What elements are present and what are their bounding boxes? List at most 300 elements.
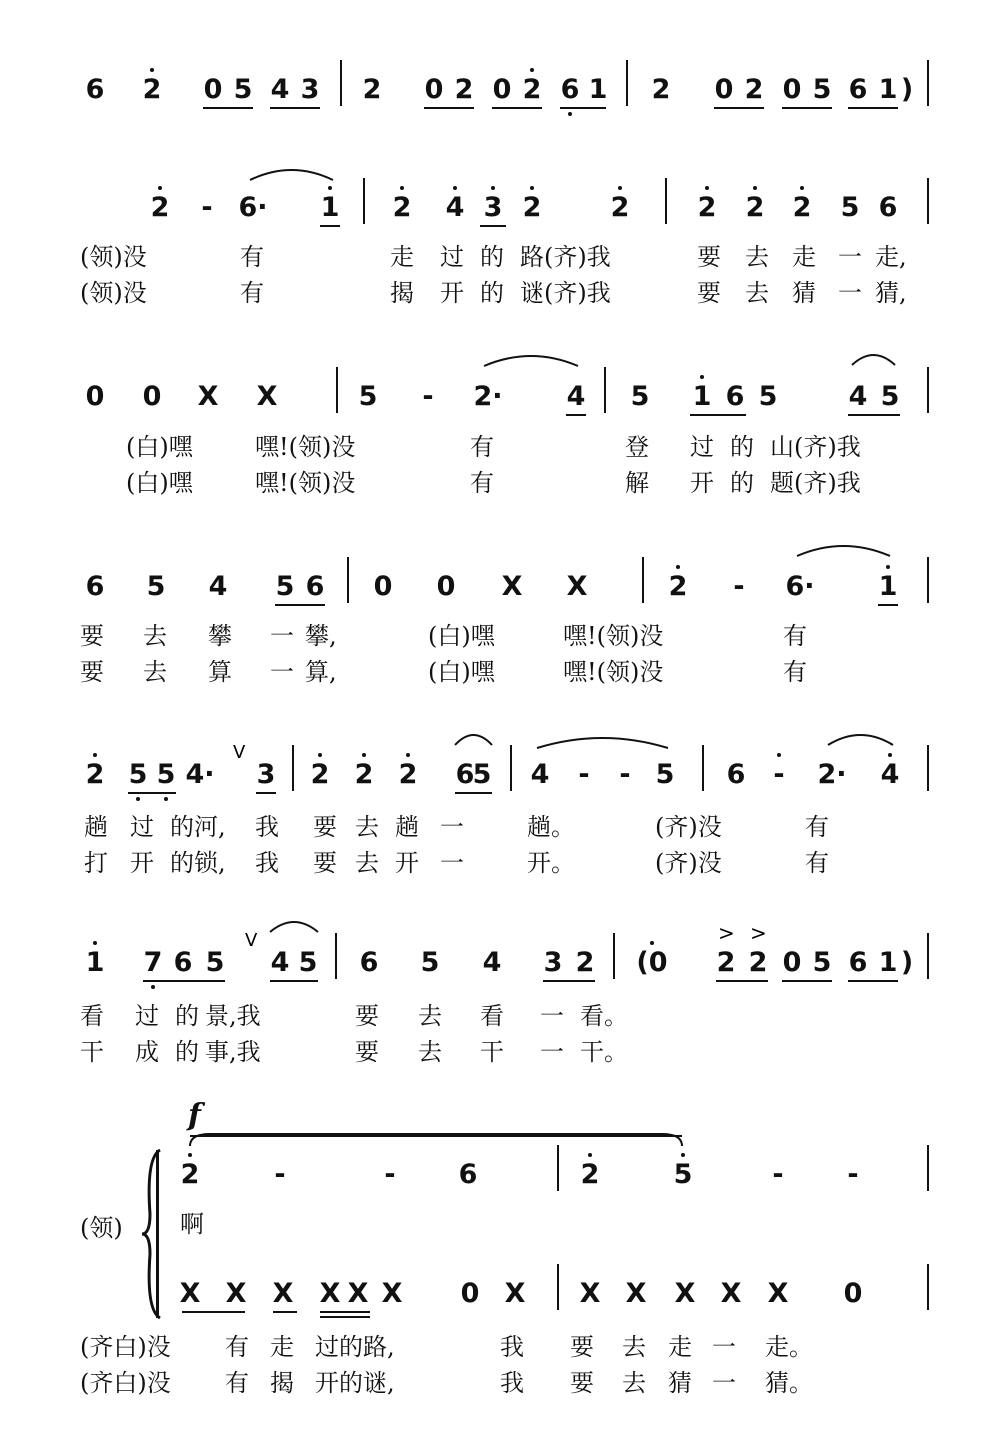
note: 2 bbox=[522, 74, 542, 105]
lyric-word: 有 bbox=[240, 279, 264, 307]
rhythm-note: 0 bbox=[843, 1278, 863, 1309]
lyric-word: 去 bbox=[622, 1369, 646, 1397]
note: (0 bbox=[636, 947, 668, 978]
barline bbox=[292, 745, 294, 791]
barline bbox=[336, 367, 338, 413]
octave-dot-above bbox=[705, 186, 709, 190]
note: 4 bbox=[880, 759, 900, 790]
octave-dot-above bbox=[158, 186, 162, 190]
note: 2 bbox=[150, 192, 170, 223]
lyric-word: 算 bbox=[208, 658, 232, 686]
note: - bbox=[773, 759, 785, 790]
note: 2 bbox=[454, 74, 474, 105]
lyric-word: 去 bbox=[355, 849, 379, 877]
lyric-word: 嘿!(领)没 bbox=[563, 622, 664, 650]
note: 2 bbox=[668, 571, 688, 602]
lyric-word: 要 bbox=[355, 1002, 379, 1030]
rhythm-note: X bbox=[319, 1278, 341, 1309]
beam-underline bbox=[716, 980, 768, 982]
octave-dot-above bbox=[888, 753, 892, 757]
barline bbox=[927, 745, 929, 791]
rhythm-note: X bbox=[347, 1278, 369, 1309]
lyric-word: 打 bbox=[84, 849, 108, 877]
lyric-word: 去 bbox=[745, 243, 769, 271]
beam-underline bbox=[455, 792, 492, 794]
lyric-word: 的 bbox=[480, 279, 504, 307]
lyric-word: (白)嘿 bbox=[126, 433, 193, 461]
note: 3 bbox=[300, 74, 320, 105]
lyric-word: 要 bbox=[697, 243, 721, 271]
rhythm-note: X bbox=[625, 1278, 647, 1309]
lyric-word: 一 bbox=[712, 1369, 736, 1397]
note: 2 bbox=[610, 192, 630, 223]
beam-underline bbox=[424, 107, 474, 109]
lyric-word: 开 bbox=[690, 469, 714, 497]
lyric-word: 走。 bbox=[765, 1333, 813, 1361]
note: - bbox=[733, 571, 745, 602]
lyric-word: (齐白)没 bbox=[80, 1369, 171, 1397]
barline bbox=[927, 933, 929, 979]
note: 2 bbox=[748, 947, 768, 978]
lyric-word: 事,我 bbox=[205, 1038, 261, 1066]
lyric-word: 山(齐)我 bbox=[770, 433, 861, 461]
lyric-word: 过 bbox=[690, 433, 714, 461]
note: 0 bbox=[436, 571, 456, 602]
lyric-word: (齐白)没 bbox=[80, 1333, 171, 1361]
dynamic-marking: f bbox=[188, 1098, 201, 1133]
note: - bbox=[578, 759, 590, 790]
note: 2 bbox=[580, 1159, 600, 1190]
rhythm-note: X bbox=[720, 1278, 742, 1309]
octave-dot-above bbox=[681, 1153, 685, 1157]
note: 5 bbox=[128, 759, 148, 790]
lyric-word: 景,我 bbox=[205, 1002, 261, 1030]
lyric-word: (齐)没 bbox=[655, 849, 722, 877]
beam-underline bbox=[492, 107, 542, 109]
note: 2 bbox=[716, 947, 736, 978]
beam-underline bbox=[782, 107, 832, 109]
beam-underline bbox=[203, 107, 253, 109]
barline bbox=[557, 1264, 559, 1310]
accent-mark: > bbox=[750, 921, 767, 945]
lyric-word: 要 bbox=[570, 1333, 594, 1361]
barline bbox=[927, 1145, 929, 1191]
octave-dot-above bbox=[700, 375, 704, 379]
lyric-word: 我 bbox=[255, 813, 279, 841]
note: 6 bbox=[878, 192, 898, 223]
note: 5 bbox=[812, 947, 832, 978]
octave-dot-above bbox=[328, 186, 332, 190]
note: 5 bbox=[146, 571, 166, 602]
octave-dot-above bbox=[777, 753, 781, 757]
note: 2 bbox=[310, 759, 330, 790]
barline bbox=[927, 178, 929, 224]
note: 2 bbox=[362, 74, 382, 105]
note: 6 bbox=[173, 947, 193, 978]
lyric-word: 的 bbox=[480, 243, 504, 271]
part-label-lead: (领) bbox=[80, 1214, 123, 1242]
lyric-word: 走 bbox=[668, 1333, 692, 1361]
note: 0 bbox=[85, 381, 105, 412]
note: 6 bbox=[359, 947, 379, 978]
barline bbox=[927, 1264, 929, 1310]
breath-mark: V bbox=[245, 930, 258, 951]
lyric-word: 要 bbox=[697, 279, 721, 307]
barline bbox=[613, 933, 615, 979]
lyric-word: 有 bbox=[470, 433, 494, 461]
note: ) bbox=[900, 947, 914, 978]
note: 1 bbox=[85, 947, 105, 978]
note: 5 bbox=[812, 74, 832, 105]
note: 0 bbox=[782, 947, 802, 978]
note: - bbox=[274, 1159, 286, 1190]
note: 6 bbox=[305, 571, 325, 602]
lyric-word: 去 bbox=[355, 813, 379, 841]
rhythm-note: X bbox=[179, 1278, 201, 1309]
note: 2 bbox=[142, 74, 162, 105]
barline bbox=[642, 557, 644, 603]
octave-dot-below bbox=[568, 112, 572, 116]
beam-underline bbox=[320, 1311, 370, 1313]
octave-dot-above bbox=[188, 1153, 192, 1157]
lyric-word: 要 bbox=[355, 1038, 379, 1066]
beam-underline bbox=[848, 107, 898, 109]
slur bbox=[270, 922, 318, 932]
note: 2 bbox=[744, 74, 764, 105]
lyric-word: 开的谜, bbox=[315, 1369, 395, 1397]
note: 6· bbox=[785, 571, 815, 602]
lyric-word: 过 bbox=[440, 243, 464, 271]
octave-dot-above bbox=[491, 186, 495, 190]
barline bbox=[510, 745, 512, 791]
octave-dot-above bbox=[530, 68, 534, 72]
system-bracket-line bbox=[156, 1150, 159, 1318]
lyric-word: 嘿!(领)没 bbox=[563, 658, 664, 686]
lyric-word: 一 bbox=[712, 1333, 736, 1361]
octave-dot-above bbox=[406, 753, 410, 757]
octave-dot-below bbox=[136, 797, 140, 801]
note: 6 bbox=[85, 74, 105, 105]
note: 5 bbox=[673, 1159, 693, 1190]
lyric-word: 猜, bbox=[875, 279, 907, 307]
note: 1 bbox=[878, 571, 898, 602]
lyric-word: 题(齐)我 bbox=[770, 469, 861, 497]
lyric-word: 的 bbox=[730, 433, 754, 461]
lyric-word: 一 bbox=[440, 849, 464, 877]
lyric-word: 登 bbox=[625, 433, 649, 461]
beam-underline bbox=[878, 604, 898, 606]
slur bbox=[455, 735, 492, 745]
note: 1 bbox=[878, 947, 898, 978]
lyric-word: 过 bbox=[135, 1002, 159, 1030]
note: 2 bbox=[651, 74, 671, 105]
note: 3 bbox=[543, 947, 563, 978]
beam-underline bbox=[275, 604, 325, 606]
lyric-word: 的河, bbox=[170, 813, 226, 841]
octave-dot-above bbox=[453, 186, 457, 190]
lyric-word: 有 bbox=[225, 1369, 249, 1397]
barline bbox=[927, 367, 929, 413]
lyric-word: 过 bbox=[130, 813, 154, 841]
note: X bbox=[256, 381, 278, 412]
note: 1 bbox=[588, 74, 608, 105]
note: 5 bbox=[630, 381, 650, 412]
lyric-word: (齐)没 bbox=[655, 813, 722, 841]
beam-underline bbox=[566, 414, 586, 416]
lyric-word: 揭 bbox=[270, 1369, 294, 1397]
beam-underline bbox=[273, 1311, 297, 1313]
lyric-word: 干 bbox=[480, 1038, 504, 1066]
lyric-word: (领)没 bbox=[80, 279, 147, 307]
note: 0 bbox=[203, 74, 223, 105]
lyric-word: 趟 bbox=[395, 813, 419, 841]
lyric-word: 开。 bbox=[527, 849, 575, 877]
lyric-word: 有 bbox=[805, 849, 829, 877]
note: X bbox=[197, 381, 219, 412]
beam-underline bbox=[143, 980, 225, 982]
lyric-word: (白)嘿 bbox=[428, 658, 495, 686]
barline bbox=[927, 60, 929, 106]
note: 2 bbox=[697, 192, 717, 223]
barline bbox=[665, 178, 667, 224]
lyric-word: 过的路, bbox=[315, 1333, 395, 1361]
rhythm-note: X bbox=[225, 1278, 247, 1309]
lyric-word: 走 bbox=[390, 243, 414, 271]
note: - bbox=[619, 759, 631, 790]
note: 6 bbox=[848, 947, 868, 978]
lyric-word: 一 bbox=[270, 658, 294, 686]
note: 4 bbox=[208, 571, 228, 602]
note: 2 bbox=[180, 1159, 200, 1190]
barline bbox=[702, 745, 704, 791]
lyric-word: 揭 bbox=[390, 279, 414, 307]
note: 0 bbox=[782, 74, 802, 105]
note: 5 bbox=[233, 74, 253, 105]
lyric-word: 谜(齐)我 bbox=[520, 279, 611, 307]
breath-mark: V bbox=[233, 742, 246, 763]
rhythm-note: X bbox=[504, 1278, 526, 1309]
note: 6· bbox=[238, 192, 268, 223]
note: 2 bbox=[392, 192, 412, 223]
octave-dot-above bbox=[588, 1153, 592, 1157]
octave-dot-above bbox=[362, 753, 366, 757]
note: 4 bbox=[566, 381, 586, 412]
note: 4· bbox=[185, 759, 215, 790]
note: 7 bbox=[143, 947, 163, 978]
slur bbox=[484, 356, 578, 366]
lyric-word: 趟 bbox=[84, 813, 108, 841]
note: 5 bbox=[655, 759, 675, 790]
barline bbox=[335, 933, 337, 979]
beam-underline bbox=[128, 792, 176, 794]
lyric-word: 一 bbox=[838, 279, 862, 307]
slur bbox=[537, 738, 668, 748]
lyric-word: 走, bbox=[875, 243, 907, 271]
beam-underline bbox=[848, 980, 898, 982]
lyric-word: 去 bbox=[622, 1333, 646, 1361]
octave-dot-above bbox=[318, 753, 322, 757]
note: 4 bbox=[482, 947, 502, 978]
beam-underline bbox=[782, 980, 832, 982]
lyric-word: 嘿!(领)没 bbox=[255, 433, 356, 461]
lyric-word: 去 bbox=[143, 622, 167, 650]
beam-underline bbox=[256, 792, 276, 794]
lyric-word: 干 bbox=[80, 1038, 104, 1066]
slur bbox=[852, 355, 895, 365]
octave-dot-above bbox=[93, 941, 97, 945]
note: 6 bbox=[455, 759, 475, 790]
beam-underline bbox=[714, 107, 764, 109]
note: X bbox=[501, 571, 523, 602]
octave-dot-below bbox=[151, 985, 155, 989]
lyric-word: 看。 bbox=[580, 1002, 628, 1030]
note: 5 bbox=[298, 947, 318, 978]
lyric-word: (白)嘿 bbox=[428, 622, 495, 650]
note: 1 bbox=[692, 381, 712, 412]
barline bbox=[363, 178, 365, 224]
note: - bbox=[384, 1159, 396, 1190]
note: 2 bbox=[398, 759, 418, 790]
lyric-word: (领)没 bbox=[80, 243, 147, 271]
lyric-word: 有 bbox=[240, 243, 264, 271]
lyric-word: 干。 bbox=[580, 1038, 628, 1066]
note: 5 bbox=[880, 381, 900, 412]
lyric-word: 趟。 bbox=[527, 813, 575, 841]
rhythm-note: X bbox=[674, 1278, 696, 1309]
lyric-word: 一 bbox=[270, 622, 294, 650]
octave-dot-above bbox=[93, 753, 97, 757]
lyric-word: 开 bbox=[130, 849, 154, 877]
octave-dot-above bbox=[886, 565, 890, 569]
note: 4 bbox=[445, 192, 465, 223]
lyric-word: 有 bbox=[805, 813, 829, 841]
octave-dot-above bbox=[618, 186, 622, 190]
lyric-word: 的 bbox=[730, 469, 754, 497]
lyric-word: 去 bbox=[745, 279, 769, 307]
lyric-word: 的锁, bbox=[170, 849, 226, 877]
note: 1 bbox=[320, 192, 340, 223]
octave-dot-above bbox=[753, 186, 757, 190]
lyric-word: 开 bbox=[440, 279, 464, 307]
lyric-word: 要 bbox=[313, 813, 337, 841]
note: 2 bbox=[792, 192, 812, 223]
beam-underline bbox=[543, 980, 595, 982]
octave-dot-above bbox=[676, 565, 680, 569]
note: 0 bbox=[714, 74, 734, 105]
note: X bbox=[566, 571, 588, 602]
lyric-word: 成 bbox=[135, 1038, 159, 1066]
note: - bbox=[772, 1159, 784, 1190]
note: 2 bbox=[85, 759, 105, 790]
octave-dot-below bbox=[164, 797, 168, 801]
lyric-word: 有 bbox=[783, 658, 807, 686]
lyric-word: 有 bbox=[783, 622, 807, 650]
lyric-word: 走 bbox=[792, 243, 816, 271]
beam-underline bbox=[182, 1311, 245, 1313]
lyric-word: 我 bbox=[500, 1333, 524, 1361]
beam-underline bbox=[320, 225, 340, 227]
lyric-word: 要 bbox=[80, 622, 104, 650]
lyric-word: 的 bbox=[175, 1002, 199, 1030]
note: 2 bbox=[354, 759, 374, 790]
lyric-word: 要 bbox=[313, 849, 337, 877]
beam-underline bbox=[270, 980, 318, 982]
slur bbox=[250, 170, 333, 180]
note: 2· bbox=[473, 381, 503, 412]
note: 0 bbox=[492, 74, 512, 105]
lyric-word: 路(齐)我 bbox=[520, 243, 611, 271]
note: 5 bbox=[275, 571, 295, 602]
lyric-word: 猜。 bbox=[765, 1369, 813, 1397]
note: 2 bbox=[745, 192, 765, 223]
lyric-word: 有 bbox=[470, 469, 494, 497]
note: 2 bbox=[575, 947, 595, 978]
note: 6 bbox=[458, 1159, 478, 1190]
lyric-word: 的 bbox=[175, 1038, 199, 1066]
note: 5 bbox=[840, 192, 860, 223]
lyric-word: 一 bbox=[838, 243, 862, 271]
note: 0 bbox=[424, 74, 444, 105]
note: 5 bbox=[420, 947, 440, 978]
note: - bbox=[201, 192, 213, 223]
note: 3 bbox=[256, 759, 276, 790]
octave-dot-above bbox=[400, 186, 404, 190]
rhythm-note: X bbox=[381, 1278, 403, 1309]
note: 6 bbox=[848, 74, 868, 105]
lyric-word: 要 bbox=[570, 1369, 594, 1397]
lyric-word: 走 bbox=[270, 1333, 294, 1361]
note: - bbox=[422, 381, 434, 412]
lyric-word: 去 bbox=[418, 1038, 442, 1066]
note: ) bbox=[900, 74, 914, 105]
barline bbox=[557, 1145, 559, 1191]
beam-underline bbox=[690, 414, 746, 416]
note: 4 bbox=[848, 381, 868, 412]
lyric-word: 解 bbox=[625, 469, 649, 497]
accent-mark: > bbox=[718, 921, 735, 945]
octave-dot-above bbox=[530, 186, 534, 190]
beam-underline bbox=[480, 225, 506, 227]
note: 6 bbox=[725, 381, 745, 412]
lyric-word: 开 bbox=[395, 849, 419, 877]
rhythm-note: X bbox=[767, 1278, 789, 1309]
note: 2 bbox=[522, 192, 542, 223]
note: 0 bbox=[373, 571, 393, 602]
barline bbox=[927, 557, 929, 603]
lyric-word: 去 bbox=[418, 1002, 442, 1030]
note: 4 bbox=[270, 74, 290, 105]
lyric-word: 啊 bbox=[180, 1210, 204, 1238]
lyric-word: 去 bbox=[143, 658, 167, 686]
note: 5 bbox=[758, 381, 778, 412]
lyric-word: 攀 bbox=[208, 622, 232, 650]
note: 6 bbox=[85, 571, 105, 602]
octave-dot-above bbox=[800, 186, 804, 190]
note: 2· bbox=[817, 759, 847, 790]
note: 5 bbox=[472, 759, 492, 790]
octave-dot-above bbox=[150, 68, 154, 72]
rhythm-note: X bbox=[579, 1278, 601, 1309]
lyric-word: 我 bbox=[255, 849, 279, 877]
slur bbox=[828, 735, 893, 745]
lyric-word: 我 bbox=[500, 1369, 524, 1397]
note: 6 bbox=[560, 74, 580, 105]
beam-underline bbox=[270, 107, 320, 109]
lyric-word: 一 bbox=[440, 813, 464, 841]
note: 6 bbox=[726, 759, 746, 790]
lyric-word: 嘿!(领)没 bbox=[255, 469, 356, 497]
beam-underline bbox=[848, 414, 900, 416]
